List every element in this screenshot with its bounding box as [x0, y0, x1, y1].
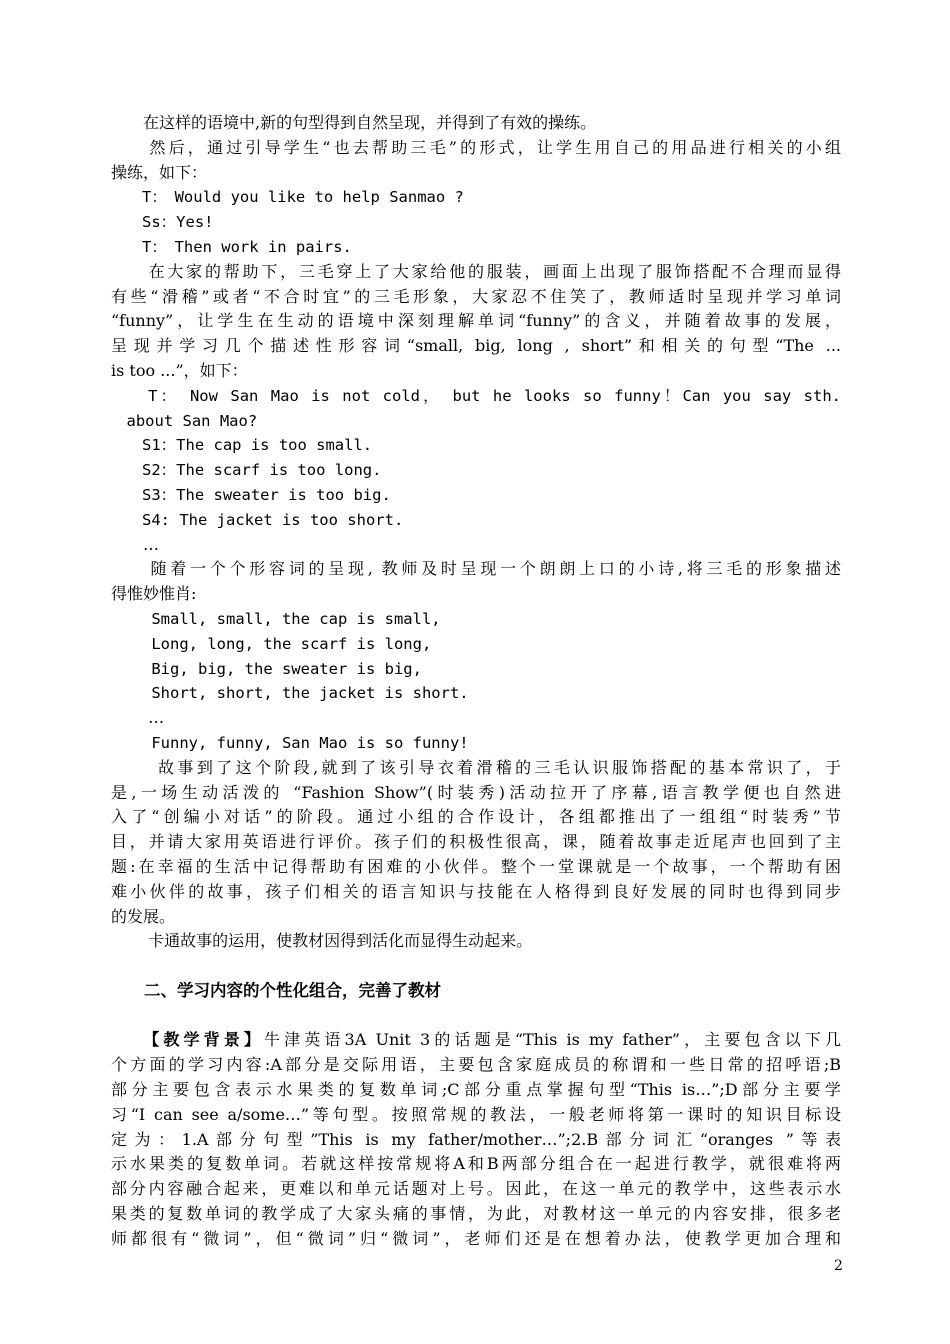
text-line: Big, big, the sweater is big, [111, 659, 422, 678]
page-number: 2 [834, 1258, 843, 1274]
text-line: 卡通故事的运用，使教材因得到活化而显得生动起来。 [111, 931, 533, 951]
text-line: 部分内容融合起来，更难以和单元话题对上号。因此，在这一单元的教学中，这些表示水 [111, 1179, 841, 1199]
text-line: S4: The jacket is too short. [111, 510, 404, 529]
text-line: 目，并请大家用英语进行评价。孩子们的积极性很高，课，随着故事走近尾声也回到了主 [111, 832, 841, 852]
text-line: 有些“滑稽”或者“不合时宜”的三毛形象，大家忍不住笑了，教师适时呈现并学习单词 [111, 286, 841, 306]
text-line: Funny, funny, San Mao is so funny! [111, 733, 469, 752]
text-line: T： Now San Mao is not cold， but he looks so funny！Can you say sth. [111, 386, 841, 405]
text-line: 示水果类的复数单词。若就这样按常规将A和B两部分组合在一起进行教学，就很难将两 [111, 1154, 841, 1174]
text-line: Ss：Yes! [111, 213, 214, 232]
text-line: “funny”，让学生在生动的语境中深刻理解单词“funny”的含义，并随着故事的发展， [111, 311, 841, 331]
page-body [111, 111, 841, 1252]
text-line: 的发展。 [111, 906, 176, 926]
text-line: 果类的复数单词的教学成了大家头痛的事情，为此，对教材这一单元的内容安排，很多老 [111, 1204, 841, 1224]
text-line: Short, short, the jacket is short. [111, 684, 469, 703]
line-text: 牛津英语3A Unit 3的话题是“This is my father”，主要包含以下几 [264, 1030, 841, 1050]
text-line: … [111, 708, 165, 728]
text-line: 在大家的帮助下，三毛穿上了大家给他的服装，画面上出现了服饰搭配不合理而显得 [111, 261, 841, 281]
text-line: S1：The cap is too small. [111, 436, 373, 455]
text-line: 入了“创编小对话”的阶段。通过小组的合作设计，各组都推出了一组组“时装秀”节 [111, 807, 841, 827]
text-line [111, 954, 841, 979]
text-line [111, 1028, 841, 1053]
text-line: 然后，通过引导学生“也去帮助三毛”的形式，让学生用自己的用品进行相关的小组 [111, 137, 841, 157]
text-line: T： Then work in pairs. [111, 237, 352, 256]
text-line: 题:在幸福的生活中记得帮助有困难的小伙伴。整个一堂课就是一个故事，一个帮助有困 [111, 856, 841, 876]
text-line: 是,一场生动活泼的 “Fashion Show”(时装秀)活动拉开了序幕,语言教学便也自然进 [111, 782, 841, 802]
text-line: 得惟妙惟肖: [111, 584, 197, 604]
text-line: 故事到了这个阶段,就到了该引导衣着滑稽的三毛认识服饰搭配的基本常识了，于 [111, 757, 841, 777]
text-line: … [111, 534, 160, 554]
text-line: 随着一个个形容词的呈现, 教师及时呈现一个朗朗上口的小诗,将三毛的形象描述 [111, 559, 841, 579]
text-line: Long, long, the scarf is long, [111, 634, 432, 653]
text-line [111, 1004, 841, 1029]
text-line: about San Mao? [111, 411, 258, 430]
text-line: 部分主要包含表示水果类的复数单词;C部分重点掌握句型“This is…”;D部分主要学 [111, 1080, 841, 1100]
text-line: 操练，如下： [111, 162, 208, 182]
text-line: 难小伙伴的故事，孩子们相关的语言知识与技能在人格得到良好发展的同时也得到同步 [111, 881, 841, 901]
text-line: 在这样的语境中,新的句型得到自然呈现，并得到了有效的操练。 [111, 113, 597, 132]
text-line: 呈现并学习几个描述性形容词“small, big, long , short”和相关的句型“The ... [111, 336, 841, 356]
text-line: Small, small, the cap is small, [111, 609, 441, 628]
text-line: 师都很有“微词”，但“微词”归“微词”，老师们还是在想着办法，使教学更加合理和 [111, 1228, 841, 1248]
text-line: S3：The sweater is too big. [111, 485, 391, 504]
text-line: S2：The scarf is too long. [111, 461, 382, 480]
section-heading: 二、学习内容的个性化组合，完善了教材 [111, 980, 441, 1000]
text-line: T： Would you like to help Sanmao ? [111, 188, 464, 207]
text-line: is too ...”，如下： [111, 360, 248, 380]
text-line: 定为：1.A部分句型”This is my father/mother…”;2.B部分词汇“oranges ”等表 [111, 1129, 841, 1149]
text-line: 个方面的学习内容:A部分是交际用语，主要包含家庭成员的称谓和一些日常的招呼语;B [111, 1055, 841, 1075]
text-line: 习“I can see a/some…”等句型。按照常规的教法，一般老师将第一课时的知识目标设 [111, 1104, 841, 1124]
bold-label: 【教学背景】 [111, 1030, 265, 1050]
